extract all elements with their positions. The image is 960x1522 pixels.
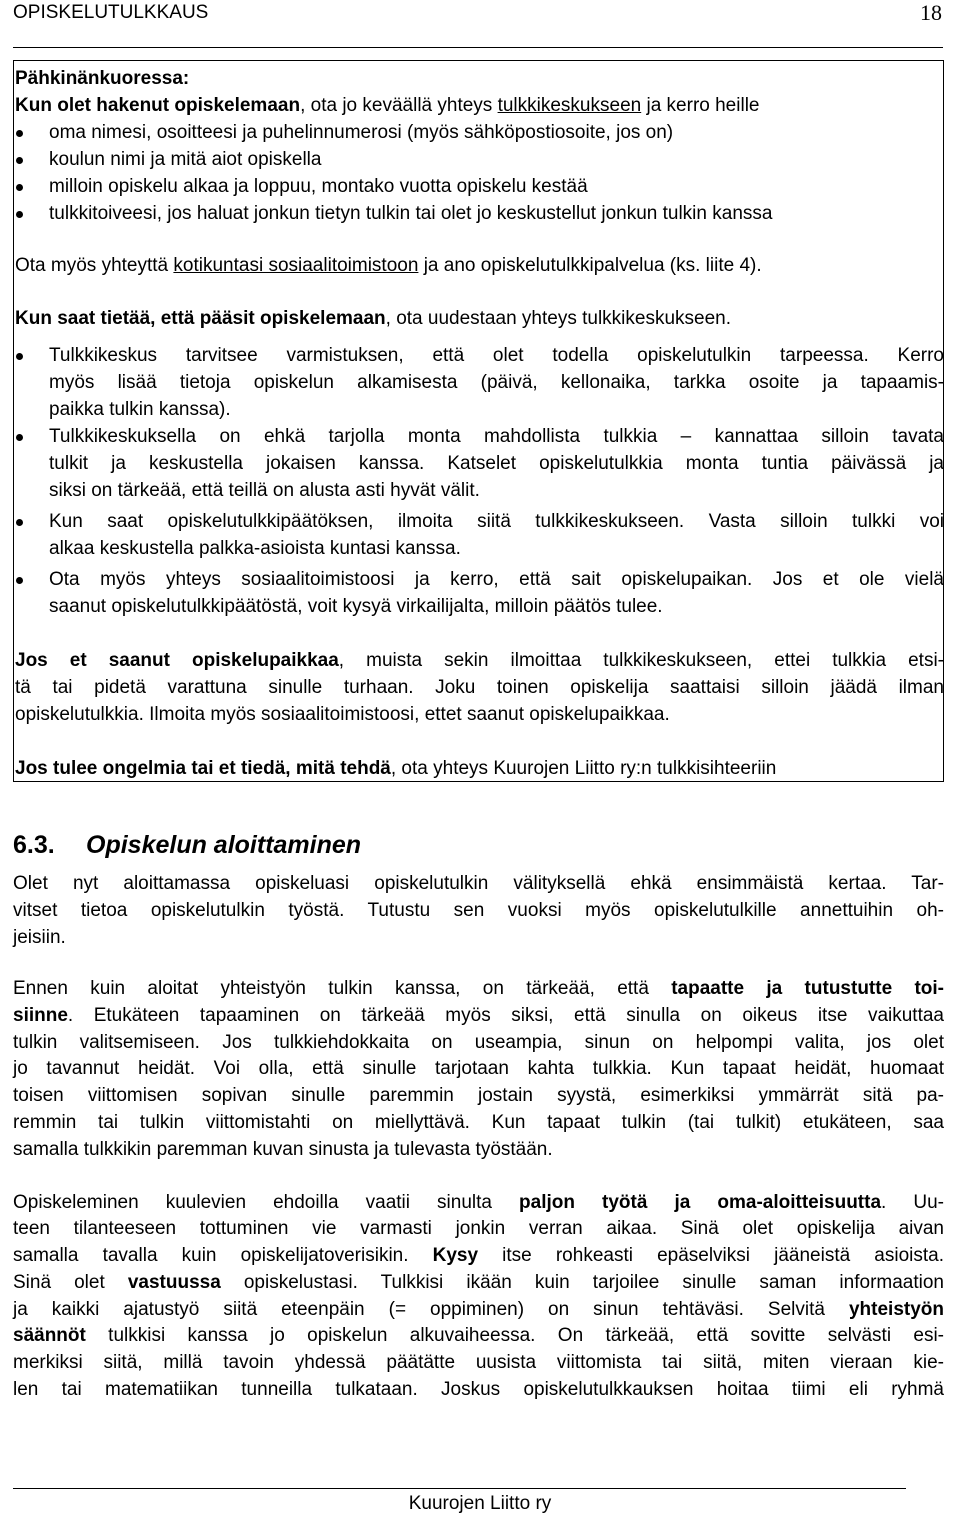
problems-bold: Jos tulee ongelmia tai et tiedä, mitä tehdä xyxy=(15,758,391,779)
para3-bold: vastuussa xyxy=(127,1272,221,1293)
not-admitted-rest: , muista sekin ilmoittaa tulkkikeskukseen, ettei tulkkia etsi- xyxy=(338,650,944,671)
section-number: 6.3. xyxy=(13,831,55,859)
not-admitted-bold: Jos et saanut opiskelupaikkaa xyxy=(15,650,339,671)
paragraph-line xyxy=(13,1190,944,1216)
paragraph-line: toisen viittomisen sopivan sinulle paremmin jostain syystä, esimerkiksi ymmärrät sitä pa- xyxy=(13,1085,944,1106)
list-item: milloin opiskelu alkaa ja loppuu, montako vuotta opiskelu kestää xyxy=(49,176,588,197)
list-item: tulkkitoiveesi, jos haluat jonkun tietyn tulkin tai olet jo keskustellut jonkun tulkin kanssa xyxy=(49,203,773,224)
list-item: oma nimesi, osoitteesi ja puhelinnumerosi (myös sähköpostiosoite, jos on) xyxy=(49,122,674,143)
para3-post: itse rohkeasti epäselviksi jääneistä asioista. xyxy=(478,1245,944,1266)
para3-bold: yhteistyön xyxy=(848,1299,944,1320)
list-item-line: paikka tulkin kanssa). xyxy=(49,399,231,420)
not-admitted-line: opiskelutulkkia. Ilmoita myös sosiaalitoimistoosi, ettet saanut opiskelupaikkaa. xyxy=(15,704,670,725)
para3-pre: samalla tavalla kuin opiskelijatoverisikin. xyxy=(13,1245,433,1266)
problems-line xyxy=(15,756,776,782)
section-title: Opiskelun aloittaminen xyxy=(86,831,362,859)
paragraph-line: tulkin valitsemiseen. Jos tulkkiehdokkaita on useampia, sinun on helpompi valita, jos olet xyxy=(13,1032,944,1053)
intro-end: ja kerro heille xyxy=(641,95,760,116)
paragraph-line: remmin tai tulkin viittomistahti on miellyttävä. Kun tapaat tulkin (tai tulkit) etukäteen, saa xyxy=(13,1112,944,1133)
list-item-line: Tulkkikeskuksella on ehkä tarjolla monta mahdollista tulkkia – kannattaa silloin tavata xyxy=(49,426,944,447)
page-number: 18 xyxy=(920,0,942,25)
paragraph-line xyxy=(13,1323,944,1349)
para3-pre: Sinä olet xyxy=(13,1272,128,1293)
paragraph-line: teen tilanteeseen tottuminen vie varmasti jonkin verran aikaa. Sinä olet opiskelija aivan xyxy=(13,1218,944,1239)
list-item-line: Tulkkikeskus tarvitsee varmistuksen, että olet todella opiskelutulkin tarpeessa. Kerro xyxy=(49,345,944,366)
list-item-line: alkaa keskustella palkka-asioista kuntasi kanssa. xyxy=(49,538,461,559)
problems-rest: , ota yhteys Kuurojen Liitto ry:n tulkkisihteeriin xyxy=(390,758,777,779)
para3-pre: ja kaikki ajatustyö siitä eteenpäin (= oppiminen) on sinun tehtäväsi. Selvitä xyxy=(13,1299,849,1320)
bullet-icon xyxy=(16,519,23,526)
bullet-icon xyxy=(16,130,23,137)
box-intro xyxy=(15,93,759,119)
contact-line xyxy=(15,253,762,279)
not-admitted-line xyxy=(15,648,944,674)
list-item-line: saanut opiskelutulkkipäätöstä, voit kysyä virkailijalta, milloin päätös tulee. xyxy=(49,596,663,617)
para2-pre: Ennen kuin aloitat yhteistyön tulkin kanssa, on tärkeää, että xyxy=(13,978,672,999)
para3-bold: Kysy xyxy=(432,1245,479,1266)
tulkkikeskus-link[interactable]: tulkkikeskukseen xyxy=(497,95,642,116)
para2-rest: . Etukäteen tapaaminen on tärkeää myös siksi, että sinulla on oikeus itse vaikuttaa xyxy=(67,1005,944,1026)
paragraph-line: Olet nyt aloittamassa opiskeluasi opiskelutulkin välityksellä ehkä ensimmäistä kertaa. Tar- xyxy=(13,873,944,894)
paragraph-line: merkiksi siitä, millä tavoin yhdessä päätätte uusista viittomista tai siitä, miten vieraan kie- xyxy=(13,1352,944,1373)
box-title: Pähkinänkuoressa: xyxy=(15,68,190,89)
list-item-line: Ota myös yhteys sosiaalitoimistoosi ja kerro, että sait opiskelupaikan. Jos et ole vielä xyxy=(49,569,944,590)
paragraph-line: jo tavannut heidät. Voi olla, että sinulle tarjotaan kahta tulkkia. Kun tapaat heidät, huomaat xyxy=(13,1058,944,1079)
admitted-line xyxy=(15,306,731,332)
para3-pre: Opiskeleminen kuulevien ehdoilla vaatii sinulta xyxy=(13,1192,520,1213)
para3-post: opiskelustasi. Tulkkisi ikään kuin tarjoilee sinulle saman informaation xyxy=(220,1272,944,1293)
admitted-rest: , ota uudestaan yhteys tulkkikeskukseen. xyxy=(385,308,732,329)
intro-bold: Kun olet hakenut opiskelemaan xyxy=(15,95,301,116)
list-item-line: Kun saat opiskelutulkkipäätöksen, ilmoita siitä tulkkikeskukseen. Vasta silloin tulkki voi xyxy=(49,511,944,532)
paragraph-line: jeisiin. xyxy=(13,927,66,948)
footer-text: Kuurojen Liitto ry xyxy=(408,1493,552,1514)
paragraph-line xyxy=(13,1243,944,1269)
paragraph-line: samalla tulkkikin paremman kuvan sinusta ja tulevasta työstään. xyxy=(13,1139,553,1160)
paragraph-line: len tai matematiikan tunneilla tulkataan. Joskus opiskelutulkkauksen hoitaa tiimi eli ryhmä xyxy=(13,1379,944,1400)
sosiaalitoimisto-link[interactable]: kotikuntasi sosiaalitoimistoon xyxy=(173,255,419,276)
running-header-title: OPISKELUTULKKAUS xyxy=(13,2,209,23)
not-admitted-line: tä tai pidetä varattuna sinulle turhaan. Joku toinen opiskelija saattaisi silloin jäädä ilman xyxy=(15,677,944,698)
bullet-icon xyxy=(16,157,23,164)
contact-post: ja ano opiskelutulkkipalvelua (ks. liite 4). xyxy=(418,255,762,276)
paragraph-line xyxy=(13,1270,944,1296)
bullet-icon xyxy=(16,577,23,584)
paragraph-line xyxy=(13,1297,944,1323)
contact-pre: Ota myös yhteyttä xyxy=(15,255,174,276)
para3-post: . Uu- xyxy=(881,1192,944,1213)
paragraph-line: vitset tietoa opiskelutulkin työstä. Tutustu sen vuoksi myös opiskelutulkille annettuihin oh- xyxy=(13,900,944,921)
list-item: koulun nimi ja mitä aiot opiskella xyxy=(49,149,322,170)
paragraph-line xyxy=(13,1003,944,1029)
para3-bold: säännöt xyxy=(13,1325,86,1346)
intro-mid: , ota jo keväällä yhteys xyxy=(300,95,498,116)
para2-bold-2: siinne xyxy=(13,1005,68,1026)
bullet-icon xyxy=(16,434,23,441)
para3-post: tulkkisi kanssa jo opiskelun alkuvaiheessa. On tärkeää, että sovitte selvästi esi- xyxy=(85,1325,944,1346)
section-heading xyxy=(13,828,361,862)
list-item-line: myös lisää tietoja opiskelun alkamisesta (päivä, kellonaika, tarkka osoite ja tapaamis- xyxy=(49,372,944,393)
para3-bold: paljon työtä ja oma-aloitteisuutta xyxy=(519,1192,882,1213)
bullet-icon xyxy=(16,353,23,360)
para2-bold: tapaatte ja tutustutte toi- xyxy=(671,978,944,999)
list-item-line: tulkit ja keskustella jokaisen kanssa. Katselet opiskelutulkkia monta tuntia päivässä ja xyxy=(49,453,944,474)
bullet-icon xyxy=(16,184,23,191)
footer-divider xyxy=(13,1488,906,1489)
list-item-line: siksi on tärkeää, että teillä on alusta asti hyvät välit. xyxy=(49,480,480,501)
paragraph-line xyxy=(13,976,944,1002)
header-divider xyxy=(13,47,943,48)
admitted-bold: Kun saat tietää, että pääsit opiskelemaan xyxy=(15,308,386,329)
bullet-icon xyxy=(16,211,23,218)
